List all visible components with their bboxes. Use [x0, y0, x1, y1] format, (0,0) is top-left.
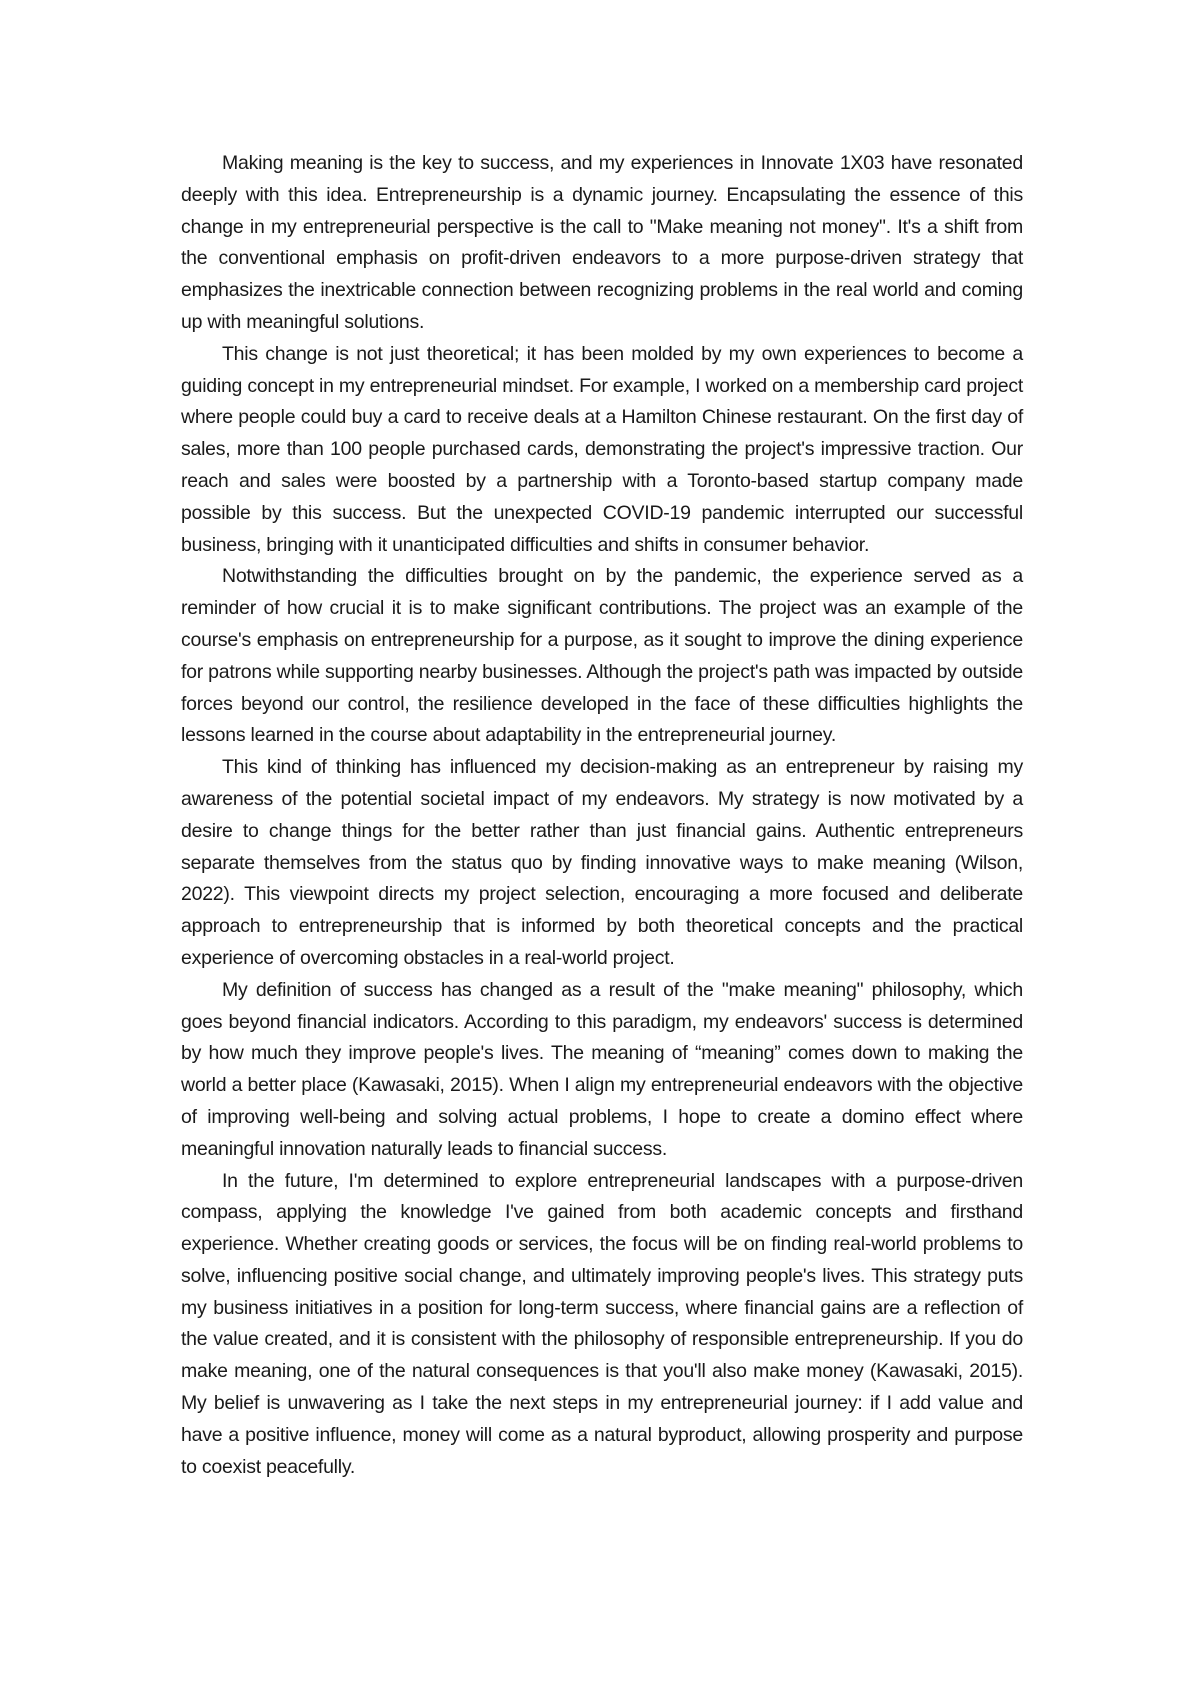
document-body — [181, 148, 1023, 1483]
paragraph-6: In the future, I'm determined to explore entrepreneurial landscapes with a purpose-driven compass, applying the knowledge I've gained from both academic concepts and firsthand experience. Whether creating goods or services, the focus will be on finding real-world problems to solve, influencing positive social change, and ultimately improving people's lives. This strategy puts my business initiatives in a position for long-term success, where financial gains are a reflection of the value created, and it is consistent with the philosophy of responsible entrepreneurship. If you do make meaning, one of the natural consequences is that you'll also make money (Kawasaki, 2015). My belief is unwavering as I take the next steps in my entrepreneurial journey: if I add value and have a positive influence, money will come as a natural byproduct, allowing prosperity and purpose to coexist peacefully. — [181, 1169, 1023, 1478]
paragraph-5: My definition of success has changed as a result of the "make meaning" philosophy, which goes beyond financial indicators. According to this paradigm, my endeavors' success is determined by how much they improve people's lives. The meaning of “meaning” comes down to making the world a better place (Kawasaki, 2015). When I align my entrepreneurial endeavors with the objective of improving well-being and solving actual problems, I hope to create a domino effect where meaningful innovation naturally leads to financial success. — [181, 978, 1023, 1160]
paragraph-1: Making meaning is the key to success, and my experiences in Innovate 1X03 have resonated deeply with this idea. Entrepreneurship is a dynamic journey. Encapsulating the essence of this change in my entrepreneurial perspective is the call to "Make meaning not money". It's a shift from the conventional emphasis on profit-driven endeavors to a more purpose-driven strategy that emphasizes the inextricable connection between recognizing problems in the real world and coming up with meaningful solutions. — [181, 152, 1023, 333]
paragraph-4: This kind of thinking has influenced my decision-making as an entrepreneur by raising my awareness of the potential societal impact of my endeavors. My strategy is now motivated by a desire to change things for the better rather than just financial gains. Authentic entrepreneurs separate themselves from the status quo by finding innovative ways to make meaning (Wilson, 2022). This viewpoint directs my project selection, encouraging a more focused and deliberate approach to entrepreneurship that is informed by both theoretical concepts and the practical experience of overcoming obstacles in a real-world project. — [181, 756, 1023, 969]
paragraph-2: This change is not just theoretical; it has been molded by my own experiences to become a guiding concept in my entrepreneurial mindset. For example, I worked on a membership card project where people could buy a card to receive deals at a Hamilton Chinese restaurant. On the first day of sales, more than 100 people purchased cards, demonstrating the project's impressive traction. Our reach and sales were boosted by a partnership with a Toronto-based startup company made possible by this success. But the unexpected COVID-19 pandemic interrupted our successful business, bringing with it unanticipated difficulties and shifts in consumer behavior. — [181, 342, 1023, 556]
paragraph-3: Notwithstanding the difficulties brought on by the pandemic, the experience served as a reminder of how crucial it is to make significant contributions. The project was an example of the course's emphasis on entrepreneurship for a purpose, as it sought to improve the dining experience for patrons while supporting nearby businesses. Although the project's path was impacted by outside forces beyond our control, the resilience developed in the face of these difficulties highlights the lessons learned in the course about adaptability in the entrepreneurial journey. — [181, 565, 1023, 747]
